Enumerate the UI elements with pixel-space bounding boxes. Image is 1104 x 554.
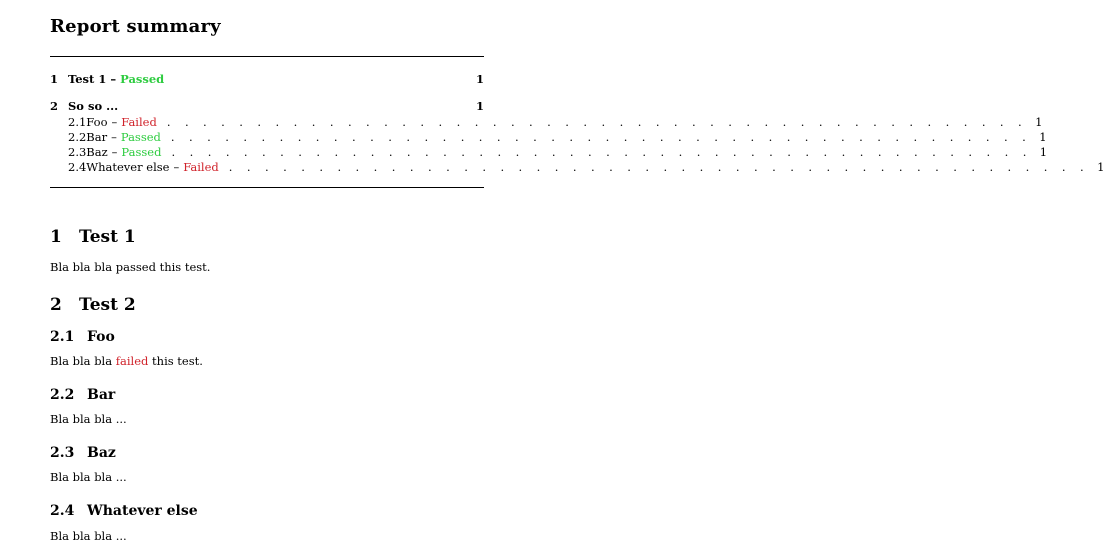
toc-entry-dash: – [173,160,180,174]
toc-entry-baz[interactable] [50,145,1048,160]
body-text: Bla bla bla [50,354,113,368]
toc-entry-number: 2 [50,99,59,113]
section-heading-test-1 [50,227,136,247]
section-title: Baz [87,445,116,461]
subsection-2-3-body: Bla bla bla ... [50,470,127,484]
toc-bottom-rule [50,187,484,188]
section-number: 1 [50,227,62,247]
subsection-heading-foo [50,329,115,345]
toc-entry-page: 1 [476,72,485,86]
toc-entry-page: 1 [1097,160,1104,174]
section-title: Test 1 [79,227,136,247]
toc-entry-so-so[interactable] [50,99,484,114]
body-status-failed: failed [115,354,149,368]
toc-entry-number: 2.1 [68,115,87,129]
section-number: 2.2 [50,387,75,403]
section-heading-test-2 [50,295,136,315]
toc-entry-dash: – [110,72,117,86]
toc-entry-bar[interactable] [50,130,1047,145]
toc-entry-status-failed: Failed [183,160,219,174]
toc-entry-status-passed: Passed [120,72,165,86]
toc-entry-number: 1 [50,72,59,86]
toc-entry-title: Test 1 [68,72,107,86]
toc-entry-title: Foo [86,115,108,129]
subsection-heading-baz [50,445,116,461]
section-number: 2.3 [50,445,75,461]
toc-leader: . . . . . . . . . . . . . . . . . . . . . . . . . . . . . . . . . . . . . . . . . . . . . . . . [170,130,1032,144]
toc-leader: . . . . . . . . . . . . . . . . . . . . . . . . . . . . . . . . . . . . . . . . . . . . . . . . [228,160,1090,174]
toc-entry-foo[interactable] [50,115,1043,130]
section-number: 2.1 [50,329,75,345]
section-number: 2.4 [50,503,75,519]
toc-entry-number: 2.3 [68,145,87,159]
subsection-2-4-body: Bla bla bla ... [50,529,127,543]
toc-entry-status-passed: Passed [121,145,162,159]
toc-leader: . . . . . . . . . . . . . . . . . . . . . . . . . . . . . . . . . . . . . . . . . . . . . . . . [171,145,1032,159]
toc-entry-page: 1 [1039,145,1048,159]
toc-entry-title: Whatever else [86,160,170,174]
section-number: 2 [50,295,62,315]
subsection-2-2-body: Bla bla bla ... [50,412,127,426]
toc-leader: . . . . . . . . . . . . . . . . . . . . . . . . . . . . . . . . . . . . . . . . . . . . . . . . [166,115,1028,129]
subsection-heading-bar [50,387,115,403]
toc-entry-title: Baz [86,145,108,159]
toc-entry-test-1[interactable] [50,72,484,87]
toc-entry-status-passed: Passed [120,130,161,144]
subsection-heading-whatever-else [50,503,198,519]
toc-entry-number: 2.4 [68,160,87,174]
section-title: Test 2 [79,295,136,315]
section-1-body: Bla bla bla passed this test. [50,260,211,274]
subsection-2-1-body [50,354,203,368]
toc-entry-dash: – [111,115,118,129]
toc-entry-dash: – [111,145,118,159]
toc-entry-page: 1 [1039,130,1047,144]
toc-entry-page: 1 [476,99,485,113]
toc-entry-dash: – [111,130,117,144]
toc-entry-title: So so ... [68,99,119,113]
toc-entry-page: 1 [1035,115,1043,129]
section-title: Bar [87,387,116,403]
body-text: this test. [152,354,203,368]
section-title: Foo [87,329,115,345]
document-title: Report summary [50,16,221,37]
toc-entry-number: 2.2 [68,130,87,144]
toc-entry-whatever-else[interactable] [50,160,1104,175]
section-title: Whatever else [87,503,198,519]
toc-entry-status-failed: Failed [121,115,157,129]
toc-entry-title: Bar [86,130,108,144]
toc-top-rule [50,56,484,57]
